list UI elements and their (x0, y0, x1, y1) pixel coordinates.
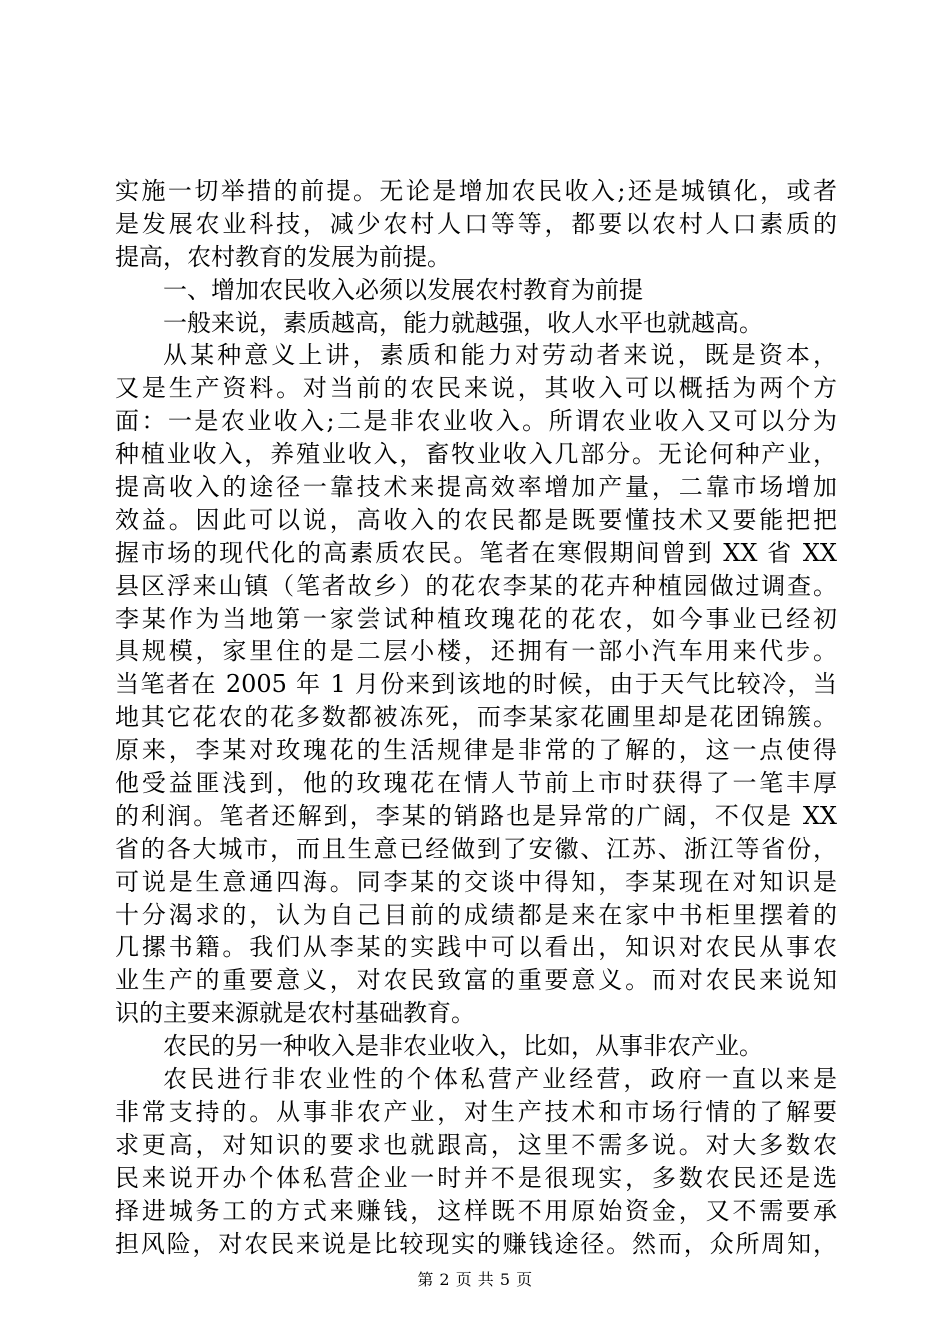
text-line: 从某种意义上讲，素质和能力对劳动者来说，既是资本， (163, 341, 837, 370)
text-line: 一、增加农民收入必须以发展农村教育为前提 (163, 275, 643, 304)
text-line: 十分渴求的，认为自己目前的成绩都是来在家中书柜里摆着的 (115, 900, 837, 929)
text-line: 的利润。笔者还解到，李某的销路也是异常的广阔，不仅是 XX (115, 801, 837, 830)
text-line: 原来，李某对玫瑰花的生活规律是非常的了解的，这一点使得 (115, 736, 837, 765)
text-line: 农民的另一种收入是非农业收入，比如，从事非农产业。 (163, 1032, 763, 1061)
text-line: 具规模，家里住的是二层小楼，还拥有一部小汽车用来代步。 (115, 637, 837, 666)
text-line: 民来说开办个体私营企业一时并不是很现实，多数农民还是选 (115, 1163, 837, 1192)
text-line: 当笔者在 2005 年 1 月份来到该地的时候，由于天气比较冷，当 (115, 670, 837, 699)
text-line: 李某作为当地第一家尝试种植玫瑰花的花农，如今事业已经初 (115, 604, 837, 633)
text-line: 种植业收入，养殖业收入，畜牧业收入几部分。无论何种产业， (115, 440, 837, 469)
document-body (115, 175, 837, 1260)
page-footer: 第 2 页 共 5 页 (417, 1270, 533, 1289)
text-line: 择进城务工的方式来赚钱，这样既不用原始资金，又不需要承 (115, 1196, 837, 1225)
text-line: 业生产的重要意义，对农民致富的重要意义。而对农民来说知 (115, 966, 837, 995)
text-line: 提高，农村教育的发展为前提。 (115, 242, 451, 271)
text-line: 非常支持的。从事非农产业，对生产技术和市场行情的了解要 (115, 1097, 837, 1126)
text-line: 提高收入的途径一靠技术来提高效率增加产量，二靠市场增加 (115, 473, 837, 502)
text-line: 省的各大城市，而且生意已经做到了安徽、江苏、浙江等省份， (115, 834, 837, 863)
text-line: 握市场的现代化的高素质农民。笔者在寒假期间曾到 XX 省 XX (115, 538, 837, 567)
text-line: 地其它花农的花多数都被冻死，而李某家花圃里却是花团锦簇。 (115, 703, 837, 732)
text-line: 是发展农业科技，减少农村人口等等，都要以农村人口素质的 (115, 209, 837, 238)
text-line: 实施一切举措的前提。无论是增加农民收入;还是城镇化，或者 (115, 177, 837, 205)
text-line: 一般来说，素质越高，能力就越强，收人水平也就越高。 (163, 308, 763, 337)
text-line: 县区浮来山镇（笔者故乡）的花农李某的花卉种植园做过调查。 (115, 571, 837, 600)
text-line: 求更高，对知识的要求也就跟高，这里不需多说。对大多数农 (115, 1130, 837, 1159)
text-line: 农民进行非农业性的个体私营产业经营，政府一直以来是 (163, 1065, 837, 1094)
text-line: 几摞书籍。我们从李某的实践中可以看出，知识对农民从事农 (115, 933, 837, 962)
text-line: 识的主要来源就是农村基础教育。 (115, 999, 475, 1028)
text-line: 面：一是农业收入;二是非农业收入。所谓农业收入又可以分为 (115, 407, 837, 436)
text-line: 担风险，对农民来说是比较现实的赚钱途径。然而，众所周知， (115, 1229, 837, 1258)
text-line: 他受益匪浅到，他的玫瑰花在情人节前上市时获得了一笔丰厚 (115, 769, 837, 798)
text-line: 效益。因此可以说，高收入的农民都是既要懂技术又要能把把 (115, 505, 837, 534)
text-line: 又是生产资料。对当前的农民来说，其收入可以概括为两个方 (115, 374, 837, 403)
text-line: 可说是生意通四海。同李某的交谈中得知，李某现在对知识是 (115, 867, 837, 896)
